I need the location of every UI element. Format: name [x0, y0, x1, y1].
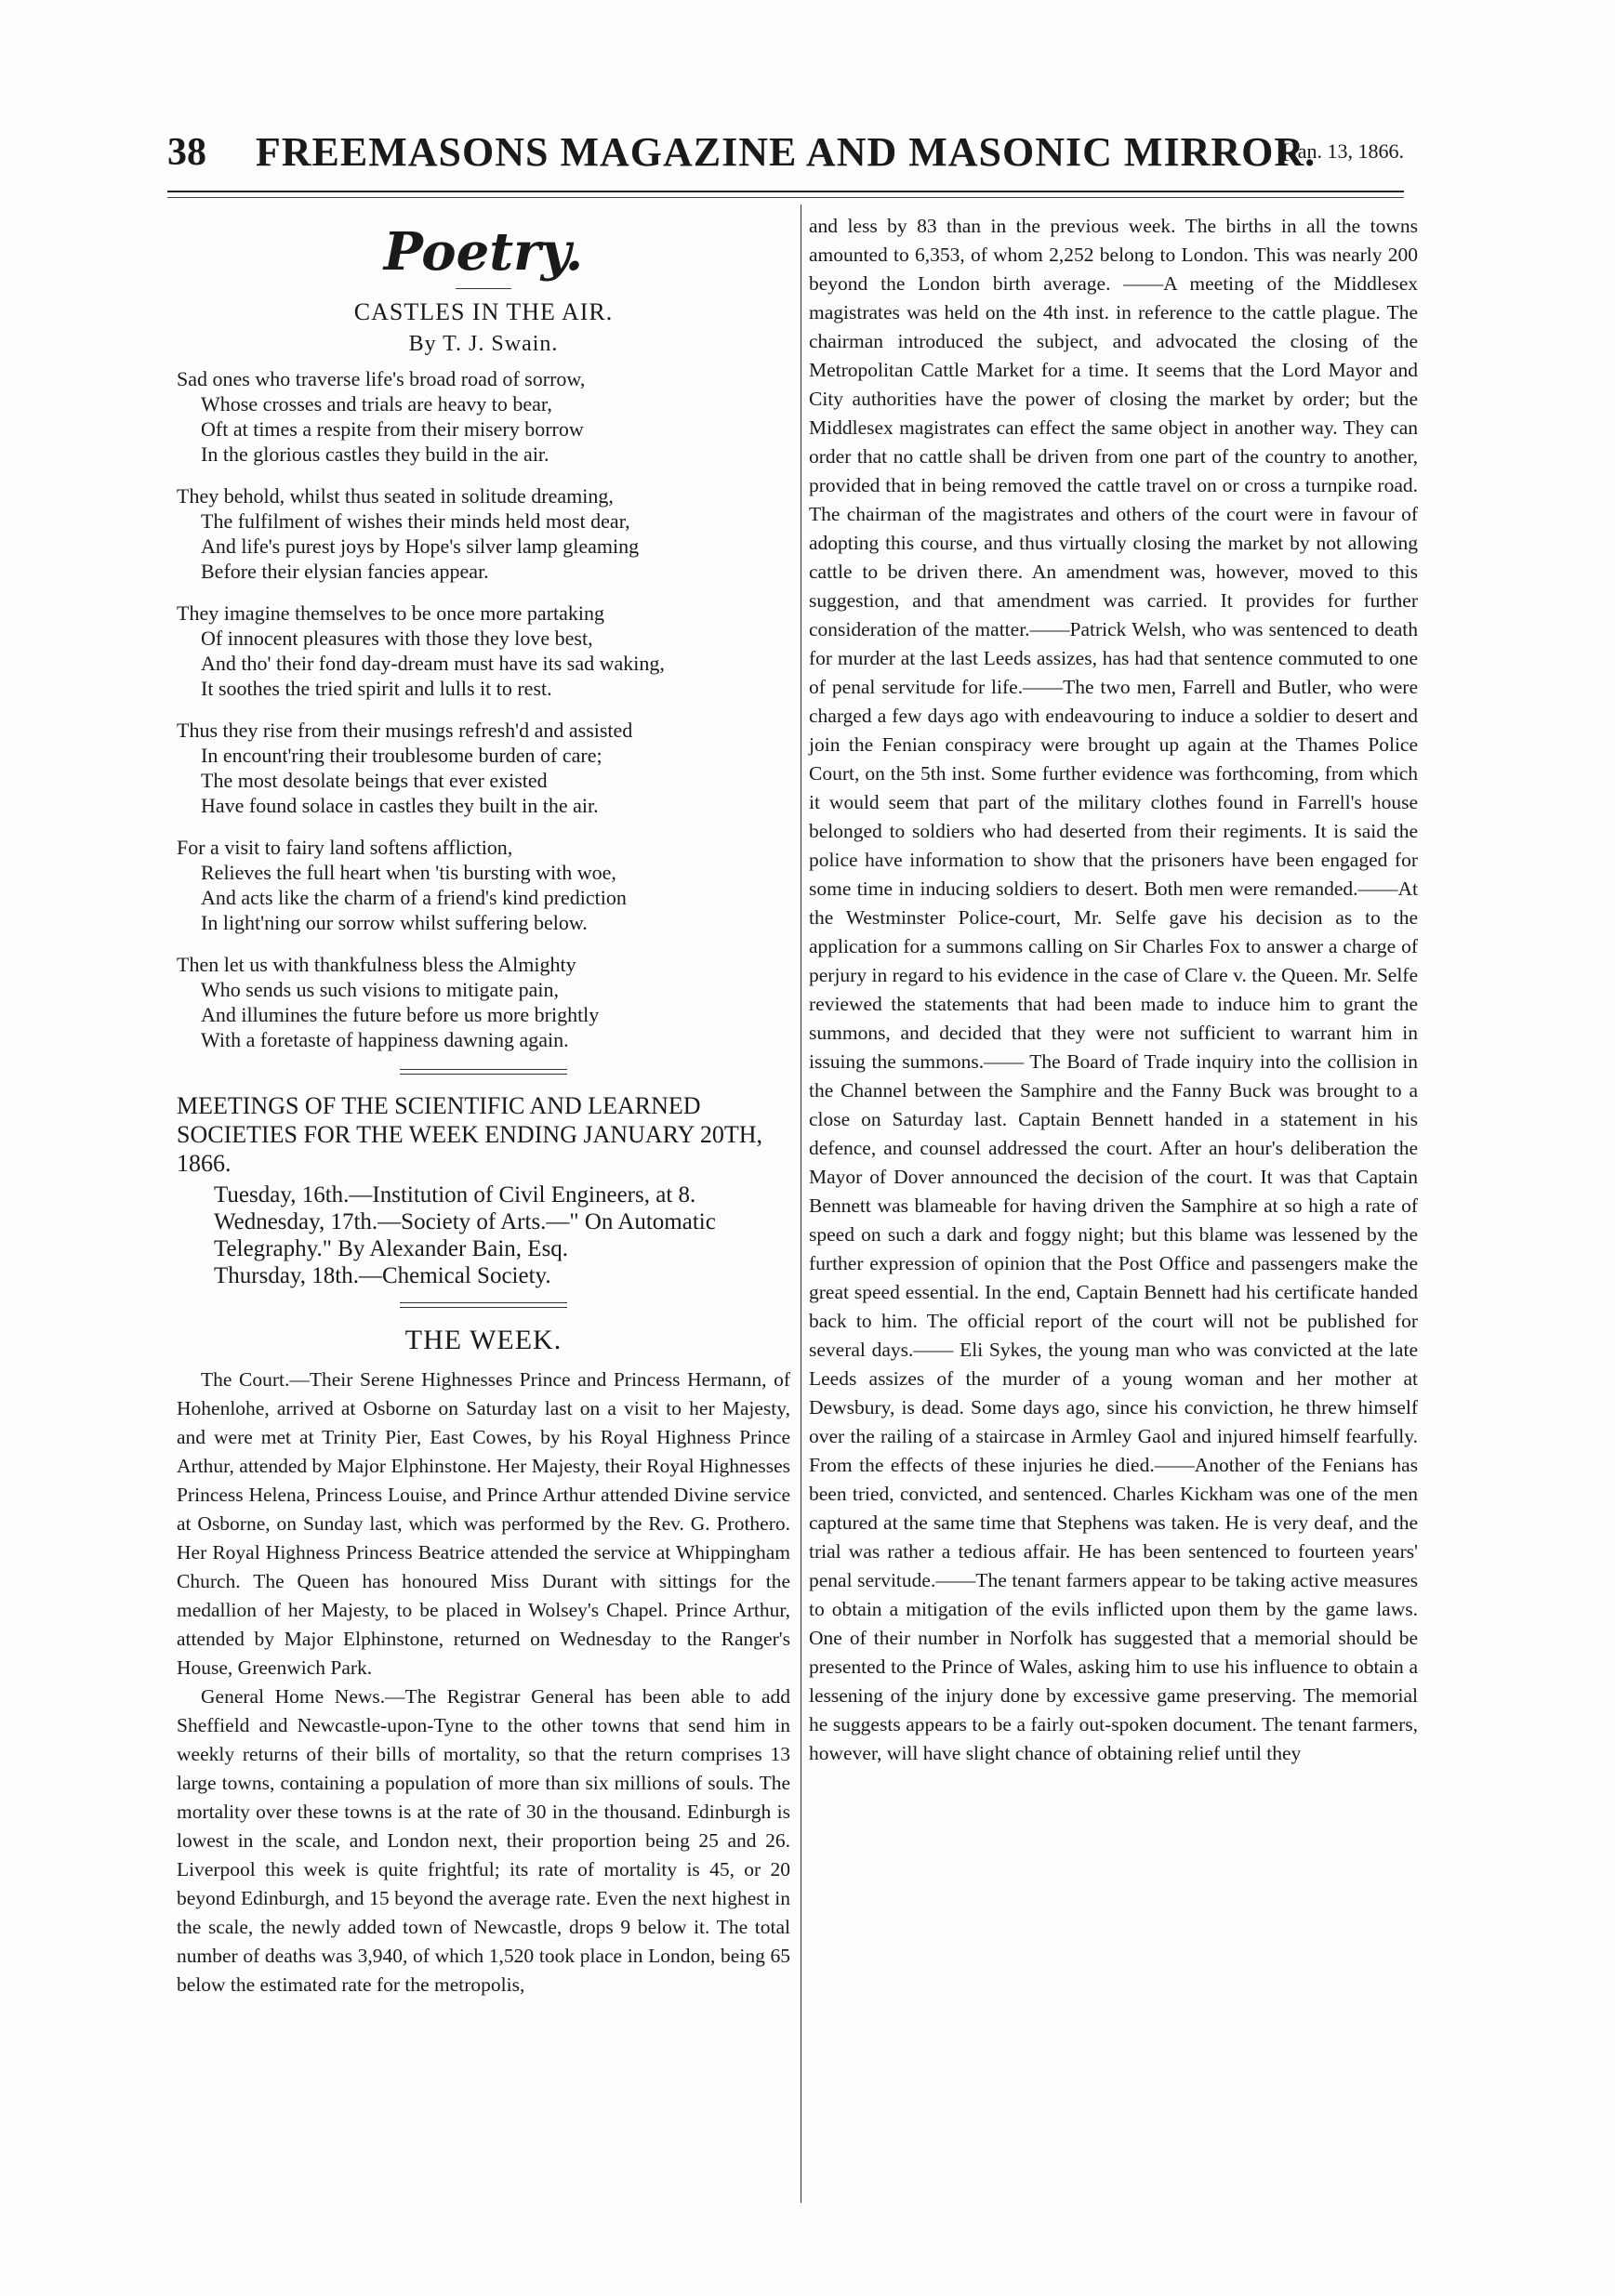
section-divider — [400, 1302, 567, 1308]
poem-line: And life's purest joys by Hope's silver lamp gleaming — [201, 534, 640, 558]
poem-line: In encount'ring their troublesome burden of care; — [201, 744, 602, 767]
poem-line: They imagine themselves to be once more partaking — [177, 601, 605, 625]
poem-title: CASTLES IN THE AIR. — [353, 298, 614, 325]
poem-line: Sad ones who traverse life's broad road of sorrow, — [177, 367, 586, 390]
page-header — [167, 112, 1404, 177]
poem-line: Before their elysian fancies appear. — [201, 560, 489, 583]
poem-line: Relieves the full heart when 'tis bursting with woe, — [201, 861, 616, 884]
header-rule — [167, 191, 1404, 192]
poem-line: In light'ning our sorrow whilst suffering below. — [201, 911, 588, 934]
poem-line: They behold, whilst thus seated in solitude dreaming, — [177, 484, 614, 508]
poem-line: And illumines the future before us more brightly — [201, 1003, 600, 1026]
poem-stanza — [177, 600, 790, 701]
poem-line: With a foretaste of happiness dawning again. — [201, 1028, 569, 1051]
poem-line: For a visit to fairy land softens affliction, — [177, 836, 513, 859]
news-continuation: and less by 83 than in the previous week. The births in all the towns amounted to 6,353, of whom 2,252 belong to London. This was nearly 200 beyond the London birth average. ——A meeting of the Middlesex magistrates was held on the 4th inst. in reference to the cattle plague. The chairman introduced the subject, and advocated the closing of the Metropolitan Cattle Market for a time. It seems that the Lord Mayor and City authorities have the power of closing the market by order; but the Middlesex magistrates can effect the same object in another way. They can order that no cattle shall be driven from one part of the country to another, provided that in being removed the cattle travel on or cross a turnpike road. The chairman of the magistrates and others of the court were in favour of adopting this course, and thus virtually closing the market by not allowing cattle to be driven there. An amendment was, however, moved to this suggestion, and that amendment was carried. It provides for further consideration of the matter.——Patrick Welsh, who was sentenced to death for murder at the last Leeds assizes, has had that sentence commuted to one of penal servitude for life.——The two men, Farrell and Butler, who were charged a few days ago with endeavouring to induce a soldier to desert and join the Fenian conspiracy were brought up again at the Thames Police Court, on the 5th inst. Some further evidence was forthcoming, from which it would seem that part of the military clothes found in Farrell's house belonged to soldiers who had deserted from their regiments. It is said the police have information to show that the prisoners have been engaged for some time in inducing soldiers to desert. Both men were remanded.——At the Westminster Police-court, Mr. Selfe gave his decision as to the application for a summons calling on Sir Charles Fox to answer a charge of perjury in regard to his evidence in the case of Clare v. the Queen. Mr. Selfe reviewed the statements that had been made to induce him to grant the summons, and decided that they were not sufficient to warrant him in issuing the summons.—— The Board of Trade inquiry into the collision in the Channel between the Samphire and the Fanny Buck was brought to a close on Saturday last. Captain Bennett handed in a statement in his defence, and counsel addressed the court. After an hour's deliberation the Mayor of Dover announced the decision of the court. It was that Captain Bennett was blameable for having driven the Samphire at so high a rate of speed on such a dark and foggy night; but this blame was lessened by the further expression of opinion that the Post Office and passengers make the great speed essential. In the end, Captain Bennett had his certificate handed back to him. The official report of the court will not be published for several days.—— Eli Sykes, the young man who was convicted at the late Leeds assizes of the murder of a young woman and her mother at Dewsbury, is dead. Some days ago, since his conviction, he threw himself over the railing of a staircase in Armley Gaol and injured himself fearfully. From the effects of these injuries he died.——Another of the Fenians has been tried, convicted, and sentenced. Charles Kickham was one of the men captured at the same time that Stephens was taken. He is very deaf, and the trial was rather a tedious affair. He has been sentenced to fourteen years' penal servitude.——The tenant farmers appear to be taking active measures to obtain a mitigation of the evils inflicted upon them by the game laws. One of their number in Norfolk has suggested that a memorial should be presented to the Prince of Wales, asking him to use his influence to obtain a lessening of the injury done by excessive game preserving. The memorial he suggests appears to be a fairly out-spoken document. The tenant farmers, however, will have slight chance of obtaining relief until they — [809, 215, 1418, 1764]
poem-line: The fulfilment of wishes their minds held most dear, — [201, 509, 630, 533]
right-column — [809, 212, 1418, 1768]
header-rule — [167, 197, 1404, 198]
meeting-entry: Tuesday, 16th.—Institution of Civil Engineers, at 8. — [214, 1182, 696, 1207]
poem-author: By T. J. Swain. — [408, 332, 559, 356]
poem-body — [177, 366, 790, 1052]
poem-line: Who sends us such visions to mitigate pain, — [201, 978, 559, 1001]
poem-line: Oft at times a respite from their misery borrow — [201, 417, 584, 441]
issue-date: [Jan. 13, 1866. — [1282, 139, 1404, 163]
home-news-paragraph: General Home News.—The Registrar General has been able to add Sheffield and Newcastle-upon-Tyne to the other towns that send him in weekly returns of their bills of mortality, so that the return comprises 13 large towns, containing a population of more than six millions of souls. The mortality over these towns is at the rate of 30 in the thousand. Edinburgh is lowest in the scale, and London next, their proportion being 25 and 26. Liverpool this week is quite frightful; its rate of mortality is 45, or 20 beyond Edinburgh, and 15 beyond the average rate. Even the next highest in the scale, the newly added town of Newcastle, drops 9 below it. The total number of deaths was 3,940, of which 1,520 took place in London, being 65 below the estimated rate for the metropolis, — [177, 1685, 790, 1996]
meeting-entry: Thursday, 18th.—Chemical Society. — [214, 1263, 551, 1288]
section-divider — [400, 1069, 567, 1075]
poetry-heading: Poetry. — [383, 221, 584, 283]
poem-stanza — [177, 483, 790, 584]
poem-stanza — [177, 952, 790, 1052]
poem-line: It soothes the tried spirit and lulls it to rest. — [201, 677, 552, 700]
poem-line: Of innocent pleasures with those they love best, — [201, 627, 593, 650]
poem-line: Then let us with thankfulness bless the Almighty — [177, 953, 576, 976]
masthead-title: FREEMASONS MAGAZINE AND MASONIC MIRROR. — [255, 129, 1317, 175]
court-paragraph: The Court.—Their Serene Highnesses Prince and Princess Hermann, of Hohenlohe, arrived at Osborne on Saturday last on a visit to her Majesty, and were met at Trinity Pier, East Cowes, by his Royal Highness Prince Arthur, attended by Major Elphinstone. Her Majesty, their Royal Highnesses Princess Helena, Princess Louise, and Prince Arthur attended Divine service at Osborne, on Sunday last, which was performed by the Rev. G. Prothero. Her Royal Highness Princess Beatrice attended the service at Whippingham Church. The Queen has honoured Miss Durant with sittings for the medallion of her Majesty, to be placed in Wolsey's Chapel. Prince Arthur, attended by Major Elphinstone, returned on Wednesday to the Ranger's House, Greenwich Park. — [177, 1368, 790, 1679]
poem-line: Thus they rise from their musings refresh'd and assisted — [177, 719, 633, 742]
left-column — [177, 212, 790, 1999]
poem-line: In the glorious castles they build in the air. — [201, 442, 549, 466]
poem-line: And acts like the charm of a friend's kind prediction — [201, 886, 627, 909]
meeting-entry: Wednesday, 17th.—Society of Arts.—" On Automatic Telegraphy." By Alexander Bain, Esq. — [214, 1209, 716, 1261]
meetings-heading: MEETINGS OF THE SCIENTIFIC AND LEARNED SOCIETIES FOR THE WEEK ENDING JANUARY 20TH, 1866. — [177, 1092, 763, 1177]
poem-stanza — [177, 366, 790, 467]
poem-line: Whose crosses and trials are heavy to bear, — [201, 392, 552, 416]
poem-line: The most desolate beings that ever existed — [201, 769, 548, 792]
poem-line: Have found solace in castles they built in the air. — [201, 794, 599, 817]
poem-stanza — [177, 835, 790, 935]
poem-line: And tho' their fond day-dream must have its sad waking, — [201, 652, 665, 675]
week-heading: THE WEEK. — [404, 1325, 563, 1355]
page-number: 38 — [167, 131, 206, 174]
poem-stanza — [177, 718, 790, 818]
short-rule — [456, 288, 511, 289]
